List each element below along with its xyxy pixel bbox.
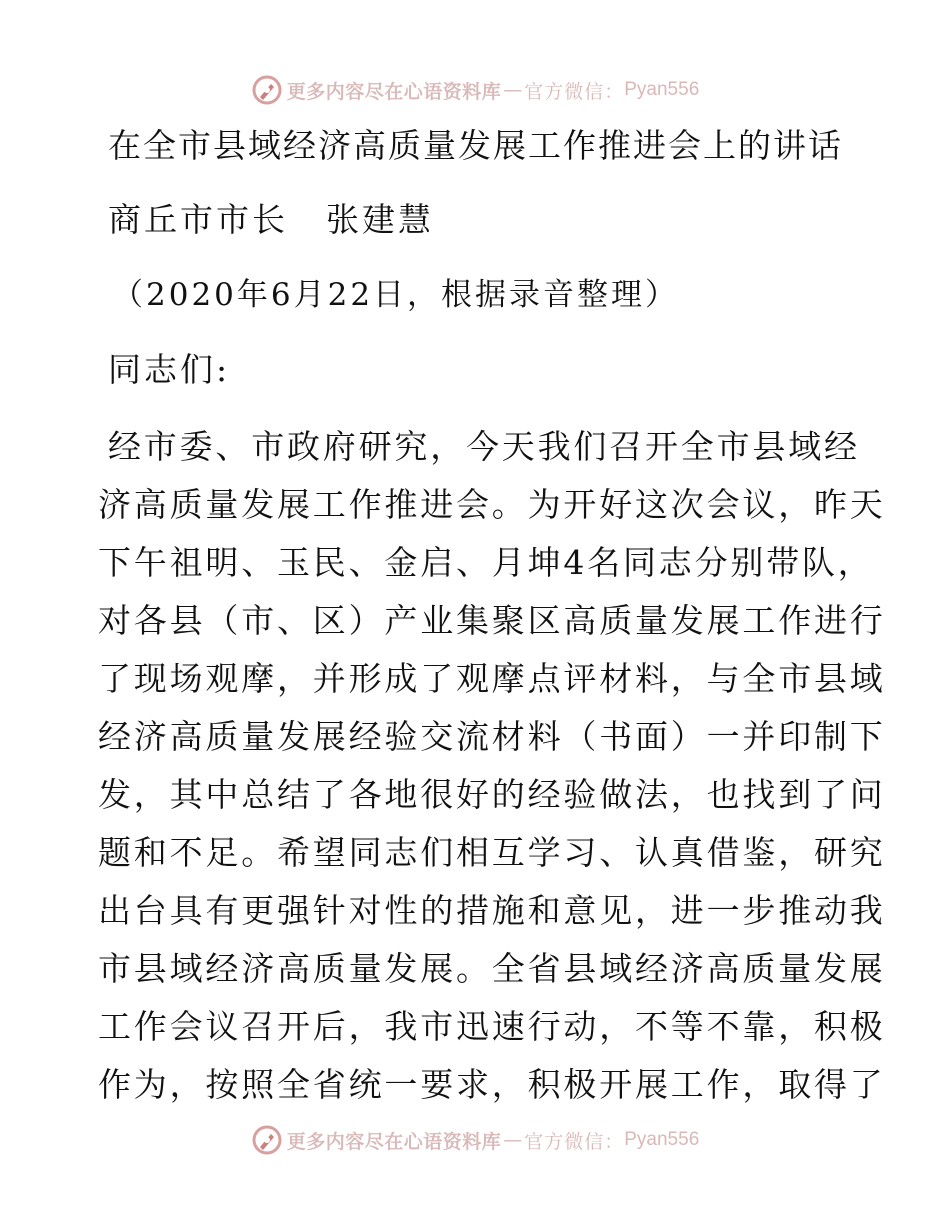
body-line: 工作会议召开后，我市迅速行动，不等不靠，积极: [98, 1007, 886, 1046]
author-name: 张建慧: [326, 200, 434, 239]
body-line: 市县域经济高质量发展。全省县域经济高质量发展: [98, 949, 886, 988]
body-paragraph: [98, 418, 886, 1114]
body-line: 出台具有更强针对性的措施和意见，进一步推动我: [98, 891, 886, 930]
watermark-separator: —: [503, 1129, 523, 1151]
watermark-separator: —: [503, 79, 523, 101]
watermark-site-text: 更多内容尽在心语资料库: [286, 80, 502, 103]
body-line: 题和不足。希望同志们相互学习、认真借鉴，研究: [98, 833, 886, 872]
body-line: 了现场观摩，并形成了观摩点评材料，与全市县域: [98, 659, 886, 698]
body-line: 经市委、市政府研究，今天我们召开全市县域经: [108, 427, 860, 466]
header-watermark: [0, 70, 950, 110]
document-title: 在全市县域经济高质量发展工作推进会上的讲话: [108, 126, 843, 165]
body-line: 经济高质量发展经验交流材料（书面）一并印制下: [98, 717, 886, 756]
pen-circle-logo-icon: [251, 1124, 283, 1156]
body-line: 作为，按照全省统一要求，积极开展工作，取得了: [98, 1065, 886, 1104]
date-note: （2020年6月22日，根据录音整理）: [112, 277, 680, 313]
pen-circle-logo-icon: [251, 74, 283, 106]
body-line: 发，其中总结了各地很好的经验做法，也找到了问: [98, 775, 886, 814]
body-line: 济高质量发展工作推进会。为开好这次会议，昨天: [98, 485, 886, 524]
watermark-contact-label: 官方微信：: [524, 1130, 625, 1153]
author-role: 商丘市市长: [108, 200, 288, 239]
greeting: 同志们:: [108, 350, 231, 389]
watermark-contact-label: 官方微信：: [524, 80, 625, 103]
watermark-site-text: 更多内容尽在心语资料库: [286, 1130, 502, 1153]
body-line: 下午祖明、玉民、金启、月坤4名同志分别带队，: [98, 543, 874, 582]
watermark-contact-id: Pyan556: [624, 1129, 700, 1150]
body-line: 对各县（市、区）产业集聚区高质量发展工作进行: [98, 601, 886, 640]
footer-watermark: [0, 1120, 950, 1160]
author-line: [108, 200, 434, 240]
watermark-contact-id: Pyan556: [624, 79, 700, 100]
